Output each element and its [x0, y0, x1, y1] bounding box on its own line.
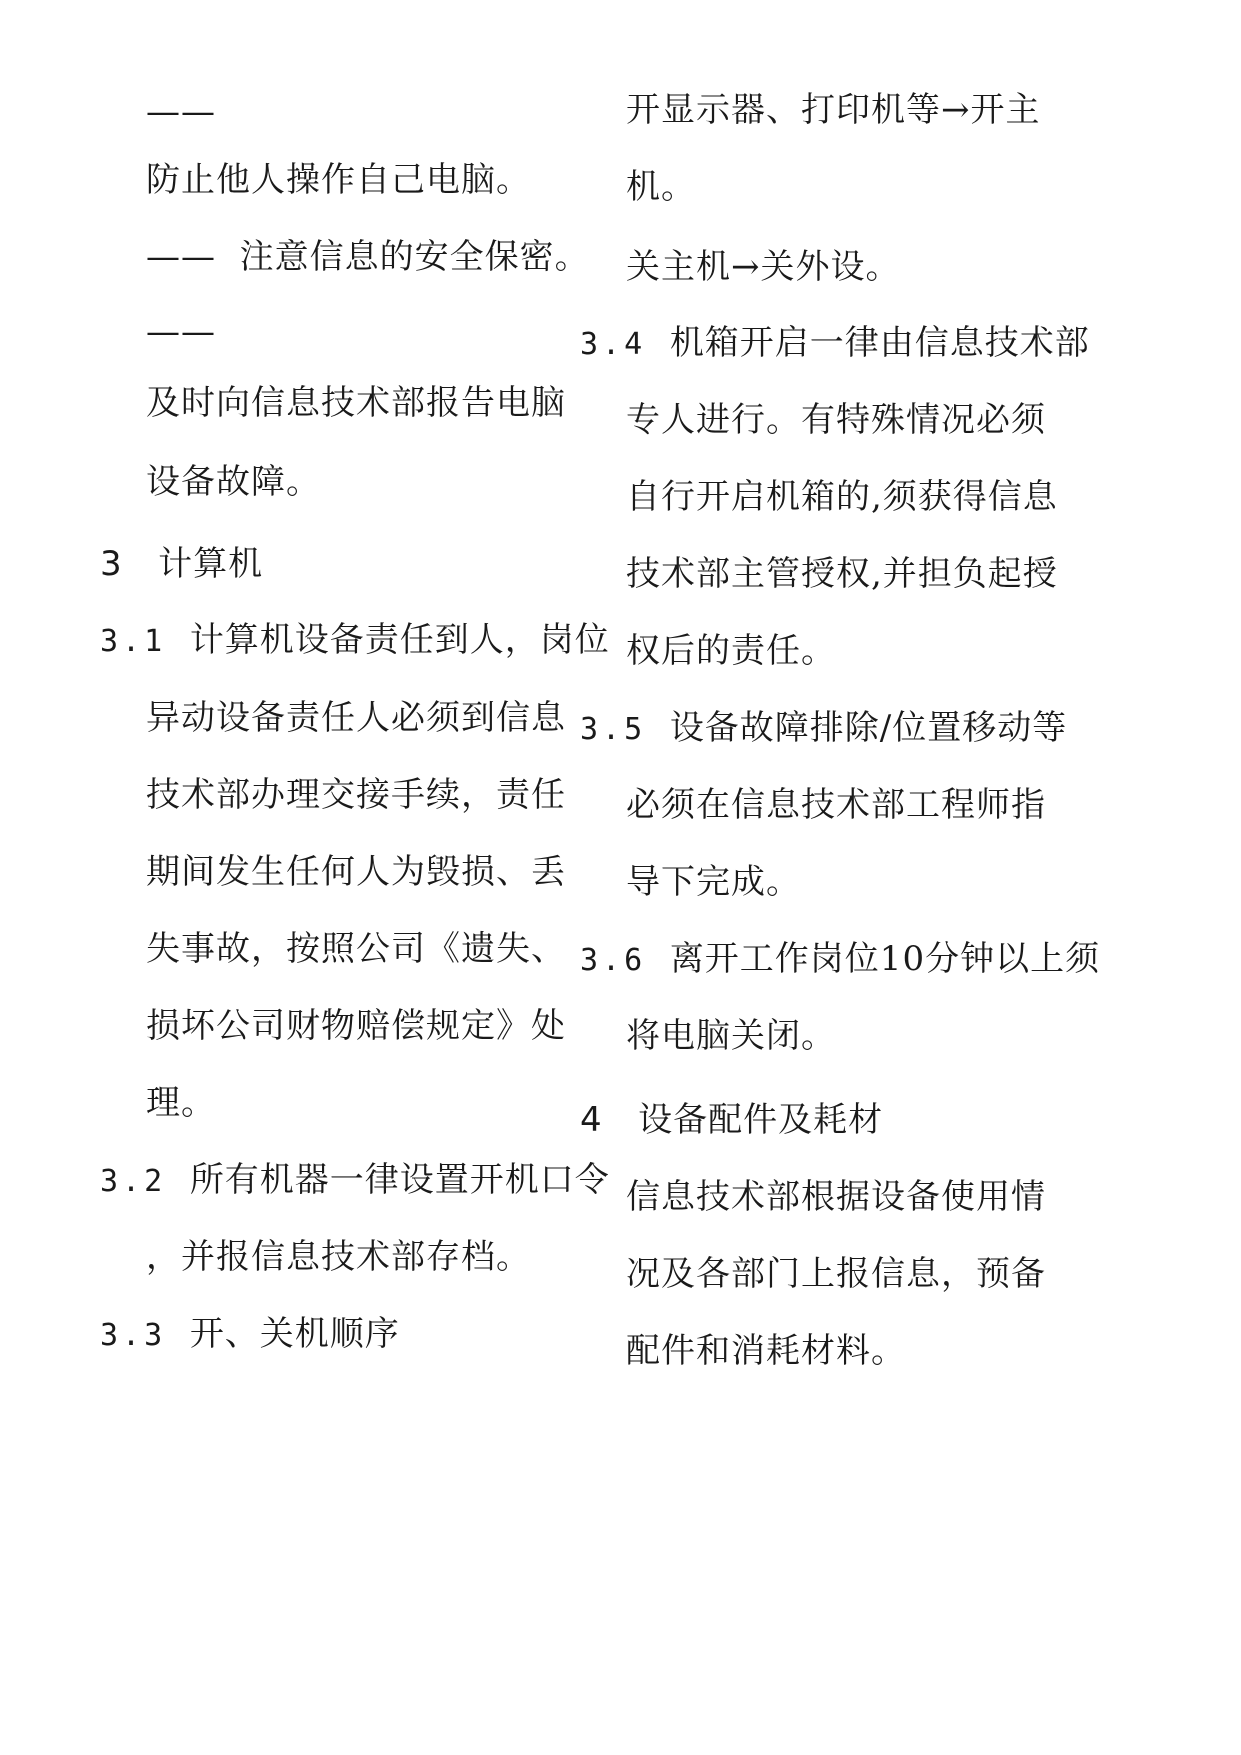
text-line: 自行开启机箱的,须获得信息 — [626, 477, 1058, 517]
text-line: 理。 — [146, 1083, 216, 1123]
item-number: 3.2 — [100, 1164, 167, 1199]
text-line: 开显示器、打印机等→开主 — [626, 90, 1041, 130]
section-title: 计算机 — [158, 544, 264, 584]
item-3-4-first-line — [580, 323, 1090, 365]
text-line: 注意信息的安全保密。 — [239, 237, 590, 277]
text-line: 专人进行。有特殊情况必须 — [626, 400, 1046, 440]
text-line: 离开工作岗位10分钟以上须 — [669, 939, 1101, 979]
text-line: 损坏公司财物赔偿规定》处 — [146, 1006, 566, 1046]
text-line: 期间发生任何人为毁损、丢 — [146, 852, 566, 892]
item-3-3-line — [100, 1314, 400, 1356]
item-number: 3.5 — [580, 712, 647, 747]
text-line: 机箱开启一律由信息技术部 — [669, 323, 1090, 363]
item-3-6-first-line — [580, 939, 1100, 981]
text-line: 设备故障。 — [146, 462, 321, 502]
text-line: 配件和消耗材料。 — [626, 1331, 906, 1371]
dash-line: —— — [146, 312, 216, 352]
text-line: 导下完成。 — [626, 862, 801, 902]
text-line: 技术部办理交接手续，责任 — [146, 775, 566, 815]
text-line: 将电脑关闭。 — [626, 1016, 836, 1056]
dash-line: —— — [146, 237, 216, 277]
text-line: 权后的责任。 — [626, 631, 836, 671]
text-line: 技术部主管授权,并担负起授 — [626, 554, 1058, 594]
text-line: 失事故，按照公司《遗失、 — [146, 929, 566, 969]
item-3-5-first-line — [580, 708, 1067, 750]
section-number: 4 — [580, 1100, 603, 1140]
dash-line: —— — [146, 92, 216, 132]
item-number: 3.3 — [100, 1318, 167, 1353]
text-line: 所有机器一律设置开机口令 — [189, 1160, 610, 1200]
item-number: 3.1 — [100, 624, 167, 659]
item-3-2-first-line — [100, 1160, 610, 1202]
section-title: 设备配件及耗材 — [638, 1100, 884, 1140]
text-line: 设备故障排除/位置移动等 — [669, 708, 1068, 748]
item-number: 3.4 — [580, 327, 647, 362]
text-line: 关主机→关外设。 — [626, 247, 901, 287]
item-3-1-first-line — [100, 620, 610, 662]
text-line: 异动设备责任人必须到信息 — [146, 698, 566, 738]
text-line: 况及各部门上报信息，预备 — [626, 1254, 1046, 1294]
text-line: ，并报信息技术部存档。 — [146, 1237, 531, 1277]
text-line: 信息技术部根据设备使用情 — [626, 1177, 1046, 1217]
text-line: 及时向信息技术部报告电脑 — [146, 383, 566, 423]
section-heading-4 — [580, 1100, 883, 1140]
section-heading-3 — [100, 544, 263, 584]
item-number: 3.6 — [580, 943, 647, 978]
text-line — [146, 237, 590, 277]
section-number: 3 — [100, 544, 123, 584]
text-line: 开、关机顺序 — [189, 1314, 400, 1354]
text-line: 计算机设备责任到人，岗位 — [189, 620, 610, 660]
text-line: 机。 — [626, 167, 696, 207]
text-line: 必须在信息技术部工程师指 — [626, 785, 1046, 825]
text-line: 防止他人操作自己电脑。 — [146, 160, 531, 200]
